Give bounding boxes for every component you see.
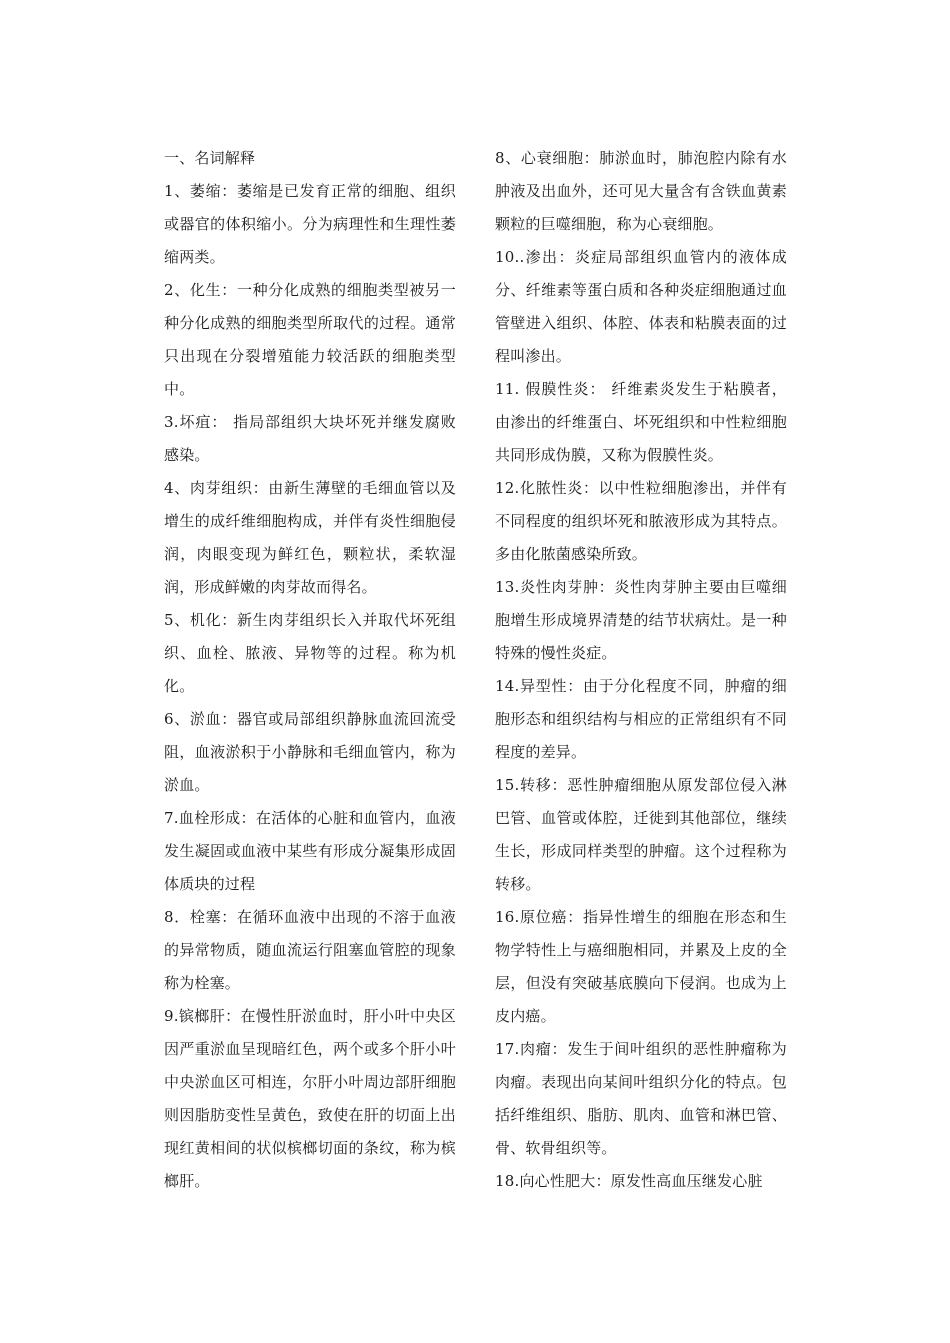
term-definition: 15.转移：恶性肿瘤细胞从原发部位侵入淋巴管、血管或体腔，迁徙到其他部位，继续生长，形成同样类型的肿瘤。这个过程称为转移。 [495,776,787,893]
term-definition: 11. 假膜性炎： 纤维素炎发生于粘膜者，由渗出的纤维蛋白、坏死组织和中性粒细胞共同形成伪膜，又称为假膜性炎。 [495,380,787,464]
term-definition: 3.坏疽： 指局部组织大块坏死并继发腐败感染。 [164,413,456,464]
term-definition: 14.异型性：由于分化程度不同，肿瘤的细胞形态和组织结构与相应的正常组织有不同程度的差异。 [495,677,787,761]
term-definition: 7.血栓形成：在活体的心脏和血管内，血液发生凝固或血液中某些有形成分凝集形成固体质块的过程 [164,809,456,893]
term-definition: 16.原位癌：指异性增生的细胞在形态和生物学特性上与癌细胞相同，并累及上皮的全层，但没有突破基底膜向下侵润。也成为上皮内癌。 [495,908,787,1025]
term-definition: 17.肉瘤：发生于间叶组织的恶性肿瘤称为肉瘤。表现出向某间叶组织分化的特点。包括纤维组织、脂肪、肌肉、血管和淋巴管、骨、软骨组织等。 [495,1040,787,1157]
term-definition: 9.镔榔肝：在慢性肝淤血时，肝小叶中央区因严重淤血呈现暗红色，两个或多个肝小叶中央淤血区可相连，尔肝小叶周边部肝细胞则因脂肪变性呈黄色，致使在肝的切面上出现红黄相间的状似槟榔切面的条纹，称为槟榔肝。 [164,1007,456,1190]
term-definition: 1、萎缩：萎缩是已发育正常的细胞、组织或器官的体积缩小。分为病理性和生理性萎缩两类。 [164,182,456,266]
term-definition: 6、淤血：器官或局部组织静脉血流回流受阻，血液淤积于小静脉和毛细血管内，称为淤血。 [164,710,456,794]
term-definition: 18.向心性肥大：原发性高血压继发心脏 [495,1172,763,1190]
term-definition: 12.化脓性炎：以中性粒细胞渗出，并伴有不同程度的组织坏死和脓液形成为其特点。多由化脓菌感染所致。 [495,479,787,563]
term-definition: 13.炎性肉芽肿：炎性肉芽肿主要由巨噬细胞增生形成境界清楚的结节状病灶。是一种特殊的慢性炎症。 [495,578,787,662]
term-definition: 10..渗出：炎症局部组织血管内的液体成分、纤维素等蛋白质和各种炎症细胞通过血管壁进入组织、体腔、体表和粘膜表面的过程叫渗出。 [495,248,787,365]
left-column [164,142,456,1198]
section-heading: 一、名词解释 [164,149,256,167]
term-definition: 8．栓塞：在循环血液中出现的不溶于血液的异常物质，随血流运行阻塞血管腔的现象称为栓塞。 [164,908,456,992]
term-definition: 8、心衰细胞：肺淤血时，肺泡腔内除有水肿液及出血外，还可见大量含有含铁血黄素颗粒的巨噬细胞，称为心衰细胞。 [495,149,787,233]
term-definition: 5、机化：新生肉芽组织长入并取代坏死组织、血栓、脓液、异物等的过程。称为机化。 [164,611,456,695]
term-definition: 2、化生：一种分化成熟的细胞类型被另一种分化成熟的细胞类型所取代的过程。通常只出现在分裂增殖能力较活跃的细胞类型中。 [164,281,456,398]
term-definition: 4、肉芽组织：由新生薄壁的毛细血管以及增生的成纤维细胞构成，并伴有炎性细胞侵润，肉眼变现为鲜红色，颗粒状，柔软湿润，形成鲜嫩的肉芽故而得名。 [164,479,456,596]
right-column [495,142,787,1198]
